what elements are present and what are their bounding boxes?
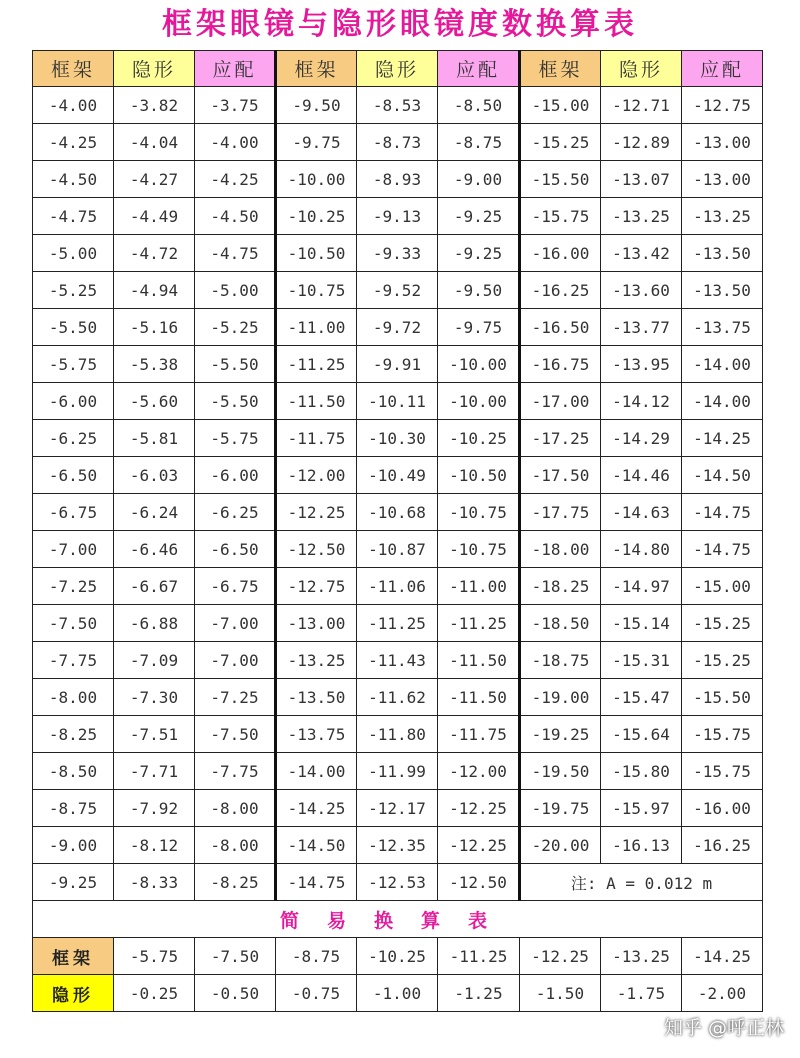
simple-frame-value: -8.75 bbox=[276, 938, 357, 975]
simple-contact-label: 隐形 bbox=[33, 975, 114, 1012]
table-cell: -4.25 bbox=[195, 161, 276, 198]
table-row bbox=[33, 235, 763, 272]
table-cell: -7.00 bbox=[195, 605, 276, 642]
table-cell: -14.97 bbox=[601, 568, 682, 605]
table-cell: -7.50 bbox=[195, 716, 276, 753]
column-header: 框架 bbox=[520, 51, 601, 87]
table-row bbox=[33, 309, 763, 346]
table-cell: -13.77 bbox=[601, 309, 682, 346]
table-cell: -7.09 bbox=[114, 642, 195, 679]
table-cell: -11.99 bbox=[357, 753, 438, 790]
table-cell: -15.64 bbox=[601, 716, 682, 753]
table-cell: -15.00 bbox=[520, 87, 601, 124]
table-cell: -10.75 bbox=[438, 531, 520, 568]
table-cell: -13.50 bbox=[682, 235, 763, 272]
table-cell: -7.71 bbox=[114, 753, 195, 790]
table-cell: -8.33 bbox=[114, 864, 195, 901]
table-cell: -10.00 bbox=[438, 383, 520, 420]
table-cell: -12.71 bbox=[601, 87, 682, 124]
table-cell: -14.50 bbox=[276, 827, 357, 864]
table-row bbox=[33, 420, 763, 457]
table-cell: -11.43 bbox=[357, 642, 438, 679]
table-cell: -7.30 bbox=[114, 679, 195, 716]
table-cell: -7.92 bbox=[114, 790, 195, 827]
table-cell: -9.25 bbox=[33, 864, 114, 901]
table-cell: -6.03 bbox=[114, 457, 195, 494]
table-cell: -15.75 bbox=[682, 716, 763, 753]
table-cell: -8.00 bbox=[195, 790, 276, 827]
simple-contact-value: -1.25 bbox=[438, 975, 520, 1012]
table-cell: -15.47 bbox=[601, 679, 682, 716]
table-cell: -12.25 bbox=[276, 494, 357, 531]
table-cell: -13.50 bbox=[276, 679, 357, 716]
table-cell: -5.25 bbox=[195, 309, 276, 346]
simple-frame-row bbox=[33, 938, 763, 975]
table-cell: -12.35 bbox=[357, 827, 438, 864]
table-cell: -14.29 bbox=[601, 420, 682, 457]
table-cell: -16.25 bbox=[520, 272, 601, 309]
table-cell: -15.00 bbox=[682, 568, 763, 605]
table-row bbox=[33, 716, 763, 753]
table-cell: -4.72 bbox=[114, 235, 195, 272]
table-cell: -15.25 bbox=[520, 124, 601, 161]
column-header: 隐形 bbox=[601, 51, 682, 87]
table-cell: -10.75 bbox=[438, 494, 520, 531]
table-cell: -4.94 bbox=[114, 272, 195, 309]
table-cell: -3.75 bbox=[195, 87, 276, 124]
table-cell: -14.00 bbox=[682, 383, 763, 420]
table-cell: -13.95 bbox=[601, 346, 682, 383]
simple-contact-value: -1.75 bbox=[601, 975, 682, 1012]
table-cell: -7.50 bbox=[33, 605, 114, 642]
table-cell: -10.87 bbox=[357, 531, 438, 568]
table-cell: -10.50 bbox=[276, 235, 357, 272]
table-cell: -6.88 bbox=[114, 605, 195, 642]
table-cell: -4.00 bbox=[33, 87, 114, 124]
table-cell: -11.50 bbox=[438, 642, 520, 679]
table-cell: -16.75 bbox=[520, 346, 601, 383]
table-cell: -4.00 bbox=[195, 124, 276, 161]
table-cell: -13.75 bbox=[682, 309, 763, 346]
table-cell: -8.25 bbox=[33, 716, 114, 753]
table-cell: -13.07 bbox=[601, 161, 682, 198]
table-cell: -12.75 bbox=[276, 568, 357, 605]
table-cell: -6.50 bbox=[195, 531, 276, 568]
column-header: 框架 bbox=[276, 51, 357, 87]
table-cell: -5.00 bbox=[195, 272, 276, 309]
table-cell: -11.06 bbox=[357, 568, 438, 605]
table-cell: -5.75 bbox=[195, 420, 276, 457]
table-cell: -5.50 bbox=[195, 383, 276, 420]
simple-contact-value: -0.25 bbox=[114, 975, 195, 1012]
table-cell: -13.75 bbox=[276, 716, 357, 753]
simple-frame-value: -14.25 bbox=[682, 938, 763, 975]
simple-contact-value: -0.75 bbox=[276, 975, 357, 1012]
table-cell: -12.75 bbox=[682, 87, 763, 124]
table-cell: -5.16 bbox=[114, 309, 195, 346]
table-cell: -12.00 bbox=[276, 457, 357, 494]
simple-contact-value: -0.50 bbox=[195, 975, 276, 1012]
table-cell: -18.75 bbox=[520, 642, 601, 679]
table-cell: -11.25 bbox=[357, 605, 438, 642]
header-row bbox=[33, 51, 763, 87]
simple-table-title: 简易换算表 bbox=[33, 901, 763, 938]
table-cell: -6.75 bbox=[195, 568, 276, 605]
table-cell: -8.93 bbox=[357, 161, 438, 198]
table-cell: -10.49 bbox=[357, 457, 438, 494]
simple-frame-value: -13.25 bbox=[601, 938, 682, 975]
simple-frame-value: -11.25 bbox=[438, 938, 520, 975]
column-header: 框架 bbox=[33, 51, 114, 87]
table-cell: -10.50 bbox=[438, 457, 520, 494]
column-header: 隐形 bbox=[357, 51, 438, 87]
table-row bbox=[33, 531, 763, 568]
table-row bbox=[33, 864, 763, 901]
table-row bbox=[33, 272, 763, 309]
table-cell: -17.50 bbox=[520, 457, 601, 494]
simple-contact-value: -1.00 bbox=[357, 975, 438, 1012]
simple-frame-value: -10.25 bbox=[357, 938, 438, 975]
simple-frame-label: 框架 bbox=[33, 938, 114, 975]
table-cell: -4.49 bbox=[114, 198, 195, 235]
table-cell: -16.00 bbox=[682, 790, 763, 827]
table-cell: -10.00 bbox=[276, 161, 357, 198]
table-cell: -4.75 bbox=[195, 235, 276, 272]
table-cell: -14.75 bbox=[682, 531, 763, 568]
table-cell: -19.75 bbox=[520, 790, 601, 827]
table-cell: -9.33 bbox=[357, 235, 438, 272]
table-cell: -7.75 bbox=[195, 753, 276, 790]
table-row bbox=[33, 642, 763, 679]
table-cell: -13.25 bbox=[682, 198, 763, 235]
table-cell: -8.00 bbox=[33, 679, 114, 716]
table-cell: -11.75 bbox=[438, 716, 520, 753]
table-cell: -10.25 bbox=[276, 198, 357, 235]
table-cell: -15.97 bbox=[601, 790, 682, 827]
table-cell: -15.31 bbox=[601, 642, 682, 679]
table-cell: -6.75 bbox=[33, 494, 114, 531]
page-title: 框架眼镜与隐形眼镜度数换算表 bbox=[162, 7, 638, 42]
table-cell: -12.50 bbox=[438, 864, 520, 901]
table-cell: -19.50 bbox=[520, 753, 601, 790]
table-cell: -18.50 bbox=[520, 605, 601, 642]
table-cell: -9.25 bbox=[438, 235, 520, 272]
table-cell: -14.25 bbox=[276, 790, 357, 827]
table-cell: -13.60 bbox=[601, 272, 682, 309]
table-cell: -10.75 bbox=[276, 272, 357, 309]
simple-frame-value: -5.75 bbox=[114, 938, 195, 975]
table-cell: -15.25 bbox=[682, 605, 763, 642]
table-cell: -13.50 bbox=[682, 272, 763, 309]
table-cell: -11.00 bbox=[276, 309, 357, 346]
table-row bbox=[33, 383, 763, 420]
table-cell: -5.81 bbox=[114, 420, 195, 457]
table-row bbox=[33, 346, 763, 383]
table-cell: -6.00 bbox=[195, 457, 276, 494]
table-cell: -4.75 bbox=[33, 198, 114, 235]
simple-table-title-row bbox=[33, 901, 763, 938]
table-cell: -3.82 bbox=[114, 87, 195, 124]
table-cell: -10.11 bbox=[357, 383, 438, 420]
watermark: 知乎 @呼正林 bbox=[663, 1017, 784, 1039]
table-cell: -9.52 bbox=[357, 272, 438, 309]
simple-contact-value: -2.00 bbox=[682, 975, 763, 1012]
table-cell: -6.50 bbox=[33, 457, 114, 494]
simple-frame-value: -12.25 bbox=[520, 938, 601, 975]
table-cell: -14.12 bbox=[601, 383, 682, 420]
table-cell: -14.75 bbox=[682, 494, 763, 531]
table-cell: -8.25 bbox=[195, 864, 276, 901]
simple-contact-row bbox=[33, 975, 763, 1012]
table-cell: -15.80 bbox=[601, 753, 682, 790]
table-cell: -5.50 bbox=[195, 346, 276, 383]
table-cell: -7.51 bbox=[114, 716, 195, 753]
table-cell: -4.04 bbox=[114, 124, 195, 161]
table-cell: -5.75 bbox=[33, 346, 114, 383]
table-cell: -8.75 bbox=[33, 790, 114, 827]
table-cell: -13.00 bbox=[682, 124, 763, 161]
table-cell: -15.50 bbox=[520, 161, 601, 198]
table-cell: -10.68 bbox=[357, 494, 438, 531]
table-cell: -14.80 bbox=[601, 531, 682, 568]
table-cell: -11.00 bbox=[438, 568, 520, 605]
table-cell: -6.67 bbox=[114, 568, 195, 605]
table-cell: -13.42 bbox=[601, 235, 682, 272]
table-cell: -7.25 bbox=[33, 568, 114, 605]
table-cell: -12.25 bbox=[438, 827, 520, 864]
table-cell: -6.25 bbox=[195, 494, 276, 531]
table-row bbox=[33, 87, 763, 124]
table-cell: -11.62 bbox=[357, 679, 438, 716]
table-cell: -14.25 bbox=[682, 420, 763, 457]
table-cell: -9.13 bbox=[357, 198, 438, 235]
table-cell: -11.25 bbox=[438, 605, 520, 642]
table-cell: -13.25 bbox=[276, 642, 357, 679]
table-cell: -15.75 bbox=[682, 753, 763, 790]
table-cell: -14.75 bbox=[276, 864, 357, 901]
table-cell: -8.73 bbox=[357, 124, 438, 161]
table-row bbox=[33, 198, 763, 235]
table-cell: -15.75 bbox=[520, 198, 601, 235]
table-cell: -6.46 bbox=[114, 531, 195, 568]
table-cell: -15.14 bbox=[601, 605, 682, 642]
table-cell: -9.72 bbox=[357, 309, 438, 346]
table-cell: -5.50 bbox=[33, 309, 114, 346]
table-cell: -7.00 bbox=[195, 642, 276, 679]
table-cell: -4.50 bbox=[195, 198, 276, 235]
column-header: 应配 bbox=[195, 51, 276, 87]
table-cell: -11.75 bbox=[276, 420, 357, 457]
table-cell: -9.75 bbox=[438, 309, 520, 346]
table-cell: -13.00 bbox=[276, 605, 357, 642]
column-header: 隐形 bbox=[114, 51, 195, 87]
table-cell: -5.38 bbox=[114, 346, 195, 383]
table-cell: -18.00 bbox=[520, 531, 601, 568]
table-cell: -20.00 bbox=[520, 827, 601, 864]
column-header: 应配 bbox=[682, 51, 763, 87]
table-row bbox=[33, 753, 763, 790]
table-cell: -10.25 bbox=[438, 420, 520, 457]
table-cell: -7.25 bbox=[195, 679, 276, 716]
table-cell: -4.50 bbox=[33, 161, 114, 198]
table-cell: -4.25 bbox=[33, 124, 114, 161]
table-cell: -18.25 bbox=[520, 568, 601, 605]
table-cell: -6.00 bbox=[33, 383, 114, 420]
table-cell: -6.25 bbox=[33, 420, 114, 457]
table-cell: -17.75 bbox=[520, 494, 601, 531]
table-cell: -7.75 bbox=[33, 642, 114, 679]
table-cell: -14.46 bbox=[601, 457, 682, 494]
table-cell: -14.50 bbox=[682, 457, 763, 494]
table-cell: -12.53 bbox=[357, 864, 438, 901]
table-cell: -12.25 bbox=[438, 790, 520, 827]
table-cell: -14.00 bbox=[276, 753, 357, 790]
table-cell: -5.00 bbox=[33, 235, 114, 272]
table-row bbox=[33, 494, 763, 531]
table-cell: -17.00 bbox=[520, 383, 601, 420]
table-cell: -15.25 bbox=[682, 642, 763, 679]
table-cell: -9.00 bbox=[438, 161, 520, 198]
table-cell: -14.00 bbox=[682, 346, 763, 383]
table-cell: -12.17 bbox=[357, 790, 438, 827]
table-cell: -5.25 bbox=[33, 272, 114, 309]
table-cell: -10.30 bbox=[357, 420, 438, 457]
table-cell: -9.50 bbox=[276, 87, 357, 124]
table-cell: -11.50 bbox=[438, 679, 520, 716]
table-cell: -8.00 bbox=[195, 827, 276, 864]
table-cell: -15.50 bbox=[682, 679, 763, 716]
table-cell: -12.50 bbox=[276, 531, 357, 568]
table-cell: -16.50 bbox=[520, 309, 601, 346]
table-cell: -19.00 bbox=[520, 679, 601, 716]
table-row bbox=[33, 790, 763, 827]
table-row bbox=[33, 679, 763, 716]
conversion-table bbox=[32, 50, 763, 1012]
table-cell: -8.50 bbox=[438, 87, 520, 124]
note-text: 注: A = 0.012 m bbox=[520, 864, 763, 901]
table-cell: -12.00 bbox=[438, 753, 520, 790]
table-cell: -16.00 bbox=[520, 235, 601, 272]
table-cell: -16.13 bbox=[601, 827, 682, 864]
table-cell: -8.75 bbox=[438, 124, 520, 161]
table-cell: -6.24 bbox=[114, 494, 195, 531]
table-row bbox=[33, 161, 763, 198]
simple-contact-value: -1.50 bbox=[520, 975, 601, 1012]
table-cell: -16.25 bbox=[682, 827, 763, 864]
table-cell: -5.60 bbox=[114, 383, 195, 420]
table-cell: -9.50 bbox=[438, 272, 520, 309]
table-cell: -11.50 bbox=[276, 383, 357, 420]
table-cell: -12.89 bbox=[601, 124, 682, 161]
table-cell: -9.00 bbox=[33, 827, 114, 864]
column-header: 应配 bbox=[438, 51, 520, 87]
table-cell: -11.80 bbox=[357, 716, 438, 753]
table-cell: -4.27 bbox=[114, 161, 195, 198]
table-cell: -13.25 bbox=[601, 198, 682, 235]
simple-frame-value: -7.50 bbox=[195, 938, 276, 975]
table-row bbox=[33, 827, 763, 864]
table-cell: -19.25 bbox=[520, 716, 601, 753]
table-cell: -8.53 bbox=[357, 87, 438, 124]
table-cell: -10.00 bbox=[438, 346, 520, 383]
table-row bbox=[33, 457, 763, 494]
table-row bbox=[33, 124, 763, 161]
table-cell: -11.25 bbox=[276, 346, 357, 383]
table-cell: -9.75 bbox=[276, 124, 357, 161]
table-cell: -9.91 bbox=[357, 346, 438, 383]
table-cell: -8.12 bbox=[114, 827, 195, 864]
table-cell: -13.00 bbox=[682, 161, 763, 198]
table-cell: -9.25 bbox=[438, 198, 520, 235]
table-cell: -14.63 bbox=[601, 494, 682, 531]
table-row bbox=[33, 605, 763, 642]
table-row bbox=[33, 568, 763, 605]
table-cell: -7.00 bbox=[33, 531, 114, 568]
table-cell: -8.50 bbox=[33, 753, 114, 790]
table-cell: -17.25 bbox=[520, 420, 601, 457]
